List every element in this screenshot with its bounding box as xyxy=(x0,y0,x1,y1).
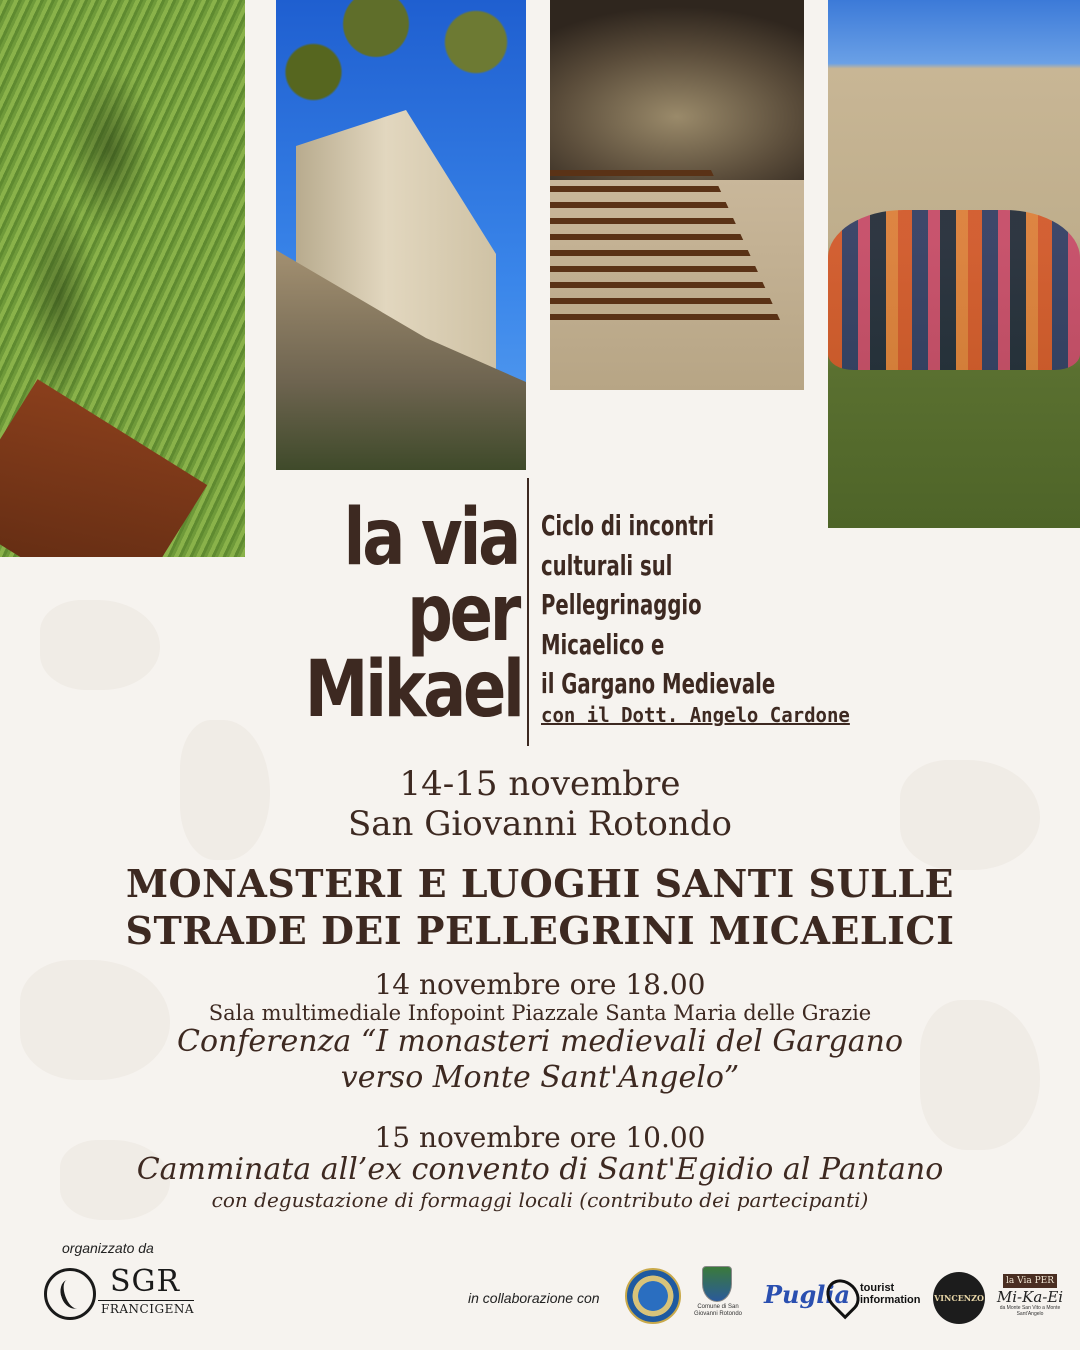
comune-label: Comune di San Giovanni Rotondo xyxy=(693,1304,743,1317)
day1-venue: Sala multimediale Infopoint Piazzale Santa Maria delle Grazie xyxy=(208,1001,872,1025)
background-pattern xyxy=(40,600,160,690)
puglia-logo: Puglia xyxy=(764,1280,851,1309)
quill-icon xyxy=(44,1268,96,1320)
day1-event-line: Conferenza “I monasteri medievali del Gargano xyxy=(176,1024,904,1059)
photo-sign xyxy=(0,379,207,557)
mikaei-logo xyxy=(990,1268,1070,1326)
subtitle-line: culturali sul xyxy=(541,548,673,582)
main-title xyxy=(304,493,522,735)
speaker-credit: con il Dott. Angelo Cardone xyxy=(541,703,850,727)
title-divider xyxy=(527,478,529,746)
sgr-francigena-logo xyxy=(44,1266,204,1322)
title-line: per xyxy=(407,569,518,659)
title-line: la via xyxy=(343,493,518,583)
photo-leaves xyxy=(276,0,526,120)
headline-line: MONASTERI E LUOGHI SANTI SULLE xyxy=(125,861,954,906)
seal-logo xyxy=(625,1268,681,1324)
day2-event: Camminata all’ex convento di Sant'Egidio al Pantano xyxy=(136,1152,944,1187)
tourist-information-logo xyxy=(828,1278,928,1318)
subtitle-line: Pellegrinaggio xyxy=(541,588,702,621)
event-dates: 14-15 novembre xyxy=(399,764,681,804)
photo-church-tower xyxy=(276,0,526,470)
tourist-info-text: tourist information xyxy=(860,1282,921,1306)
event-place: San Giovanni Rotondo xyxy=(347,804,733,844)
subtitle xyxy=(541,506,806,704)
mikaei-tiny: da Monte San Vito a Monte Sant'Angelo xyxy=(999,1305,1061,1317)
subtitle-line: Ciclo di incontri xyxy=(541,509,715,542)
day2-note: con degustazione di formaggi locali (contributo dei partecipanti) xyxy=(211,1188,869,1212)
event-headline xyxy=(0,860,1080,954)
photo-people xyxy=(828,210,1080,370)
headline-line: STRADE DEI PELLEGRINI MICAELICI xyxy=(125,908,955,953)
organizer-name: SGR xyxy=(110,1264,181,1299)
photo-cave-chapel xyxy=(550,0,804,390)
organized-by-label: organizzato da xyxy=(62,1240,154,1256)
mikaei-top: la Via PER xyxy=(1003,1274,1057,1288)
crest-icon xyxy=(702,1266,732,1302)
day1-event-line: verso Monte Sant'Angelo” xyxy=(340,1060,740,1095)
title-line: Mikael xyxy=(304,645,522,735)
vincenzo-logo: VINCENZO xyxy=(933,1272,985,1324)
day1-event xyxy=(0,1024,1080,1096)
day1-time: 14 novembre ore 18.00 xyxy=(374,968,706,1001)
subtitle-line: il Gargano Medievale xyxy=(541,667,776,700)
mikaei-main: Mi-Ka-Ei xyxy=(996,1288,1064,1306)
comune-logo xyxy=(690,1266,746,1328)
subtitle-line: Micaelico e xyxy=(541,627,665,661)
collaboration-label: in collaborazione con xyxy=(468,1290,600,1306)
photo-pilgrim-group xyxy=(828,0,1080,528)
photo-grass-shadow xyxy=(0,0,245,557)
day2-time: 15 novembre ore 10.00 xyxy=(374,1121,706,1154)
organizer-sub: FRANCIGENA xyxy=(98,1300,194,1316)
